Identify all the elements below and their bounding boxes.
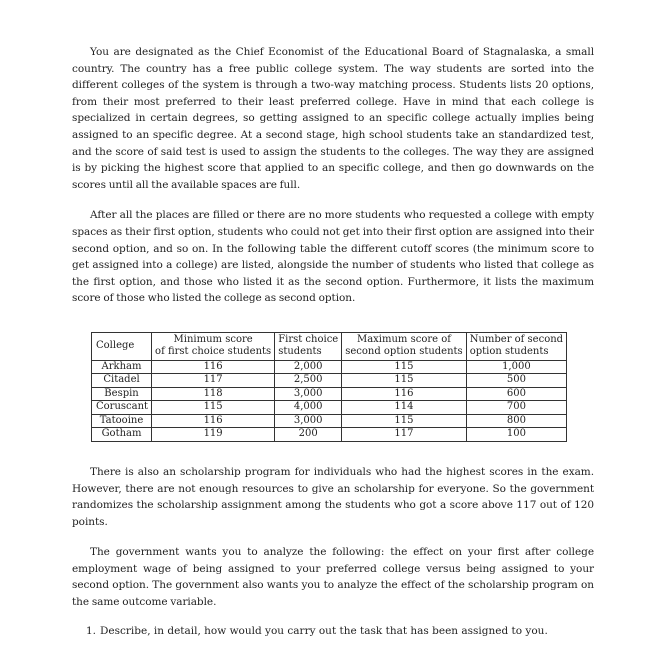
cell-min-score: 118 [152,387,275,401]
cell-num-second: 600 [466,387,566,401]
cell-max-second: 116 [342,387,466,401]
cell-college: Gotham [92,428,152,442]
cell-num-second: 100 [466,428,566,442]
list-item [72,623,594,640]
cell-num-second: 1,000 [466,360,566,374]
cell-first-choice: 3,000 [275,414,342,428]
cell-college: Coruscant [92,401,152,415]
cutoff-scores-table [91,332,567,442]
table-row [92,401,567,415]
table-row [92,428,567,442]
paragraph-analysis: The government wants you to analyze the following: the effect on your first after college employment wage of being assigned to your preferred college versus being assigned to your second option. The government also wants you to analyze the effect of the scholarship program on the same outcome variable. [72,546,594,609]
cell-first-choice: 2,500 [275,374,342,388]
cell-min-score: 117 [152,374,275,388]
list-item-number: 1. [86,624,97,637]
cell-max-second: 115 [342,374,466,388]
cell-min-score: 119 [152,428,275,442]
header-num-second: Number of second option students [466,332,566,360]
header-first-choice: First choice students [275,332,342,360]
header-college: College [92,332,152,360]
paragraph-scholarship: There is also an scholarship program for individuals who had the highest scores in the exam. However, there are not enough resources to give an scholarship for everyone. So the government randomizes the scholarship assignment among the students who got a score above 117 out of 120 points. [72,465,594,528]
question-list [72,623,594,640]
paragraph-intro: You are designated as the Chief Economist of the Educational Board of Stagnalaska, a small country. The country has a free public college system. The way students are sorted into the different colleges of the system is through a two-way matching process. Students lists 20 options, from their most preferred to their least preferred college. Have in mind that each college is specialized in certain degrees, so getting assigned to an specific college actually implies being assigned to an specific degree. At a second stage, high school students take an standardized test, and the score of said test is used to assign the students to the colleges. The way they are assigned is by picking the highest score that applied to an specific college, and then go downwards on the scores until all the available spaces are full. [72,46,594,191]
list-item-text: Describe, in detail, how would you carry out the task that has been assigned to you. [100,624,548,637]
cell-min-score: 116 [152,414,275,428]
cell-num-second: 700 [466,401,566,415]
header-max-second: Maximum score of second option students [342,332,466,360]
table-row [92,374,567,388]
cell-min-score: 116 [152,360,275,374]
cell-max-second: 115 [342,360,466,374]
cell-max-second: 117 [342,428,466,442]
cell-max-second: 114 [342,401,466,415]
table-row [92,387,567,401]
cell-first-choice: 4,000 [275,401,342,415]
cell-college: Arkham [92,360,152,374]
cell-college: Citadel [92,374,152,388]
header-min-score: Minimum score of first choice students [152,332,275,360]
table-row [92,414,567,428]
cell-first-choice: 3,000 [275,387,342,401]
paragraph-assignment: After all the places are filled or there are no more students who requested a college with empty spaces as their first option, students who could not get into their first option are assigned into their second option, and so on. In the following table the different cutoff scores (the minimum score to get assigned into a college) are listed, alongside the number of students who listed that college as the first option, and those who listed it as the second option. Furthermore, it lists the maximum score of those who listed the college as second option. [72,209,594,305]
cell-num-second: 800 [466,414,566,428]
cell-first-choice: 200 [275,428,342,442]
cell-college: Tatooine [92,414,152,428]
document-page [72,44,594,639]
cell-num-second: 500 [466,374,566,388]
cell-min-score: 115 [152,401,275,415]
cell-college: Bespin [92,387,152,401]
cell-max-second: 115 [342,414,466,428]
table-row [92,360,567,374]
cell-first-choice: 2,000 [275,360,342,374]
table-header-row [92,332,567,360]
